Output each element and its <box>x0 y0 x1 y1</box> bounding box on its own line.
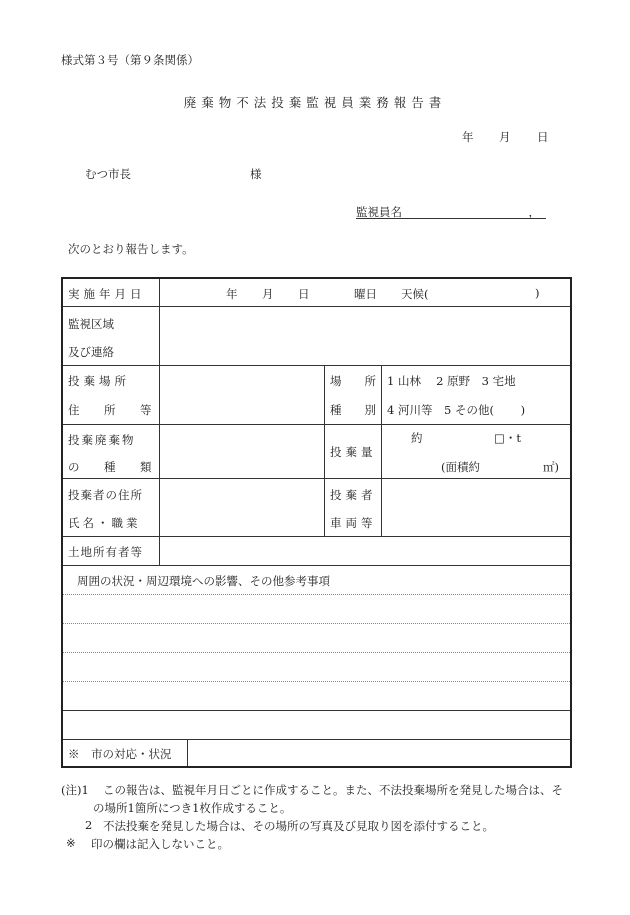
addressee-honorific: 様 <box>250 167 262 181</box>
document-title: 廃棄物不法投棄監視員業務報告書 <box>183 95 447 110</box>
city-response-label: ※ 市の対応・状況 <box>68 747 172 761</box>
monitor-name-line[interactable] <box>356 204 546 219</box>
weather-close: ) <box>535 286 540 300</box>
note-3-text: 印の欄は記入しないこと。 <box>91 837 229 851</box>
intro-text: 次のとおり報告します。 <box>68 242 194 256</box>
notes-label: 周囲の状況・周辺環境への影響、その他参考事項 <box>77 574 330 588</box>
amount-label: 投棄量 <box>330 445 377 459</box>
addressee-name: むつ市長 <box>85 167 131 181</box>
area-label-2: 及び連絡 <box>68 345 114 359</box>
table-date-year: 年 <box>226 287 238 301</box>
note-2-text: 不法投棄を発見した場合は、その場所の写真及び見取り図を添付すること。 <box>103 819 494 833</box>
table-date-month: 月 <box>262 287 274 301</box>
vehicle-label-1: 投棄者 <box>330 488 377 502</box>
date-day: 日 <box>537 130 549 144</box>
monitor-mark: ， <box>528 205 540 219</box>
owner-label: 土地所有者等 <box>68 545 143 559</box>
form-number: 様式第３号（第９条関係） <box>61 53 199 67</box>
area-unit: ㎡) <box>543 460 559 474</box>
weekday-label: 曜日 <box>354 287 377 301</box>
weather-label: 天候( <box>401 287 429 301</box>
monitor-label: 監視員名 <box>356 205 402 219</box>
amount-approx: 約 <box>411 431 423 445</box>
type-options-1: 1 山林 2 原野 3 宅地 <box>387 374 516 388</box>
note-1-line-1: この報告は、監視年月日ごとに作成すること。また、不法投棄場所を発見した場合は、そ <box>103 783 563 797</box>
waste-label-1: 投棄廃棄物 <box>68 433 136 447</box>
area-label-1: 監視区域 <box>68 317 114 331</box>
note-2-prefix: 2 <box>85 818 93 832</box>
dumper-label-1: 投棄者の住所 <box>68 488 143 502</box>
place-label-1: 投棄場所 <box>68 374 130 388</box>
date-label: 実施年月日 <box>68 287 146 301</box>
report-form: 実施年月日 年 月 日 曜日 天候( ) 監視区域 及び連絡 投棄場所 住 所 等 場 所 種 別 1 山林 2 原野 3 宅地 4 河川等 5 その他( ) 投棄廃棄物 の 種 類 投棄量 約 □・t (面積約 ㎡) 投棄者の住所 氏名・職業 投棄者 車両等 土地所有者等 周囲の状況・周辺環境への影響、その他参考事項 ※ 市の対応・状況 <box>61 277 572 768</box>
note-3-prefix: ※ <box>66 836 76 850</box>
table-date-day: 日 <box>298 287 310 301</box>
type-options-2: 4 河川等 5 その他( ) <box>387 403 526 417</box>
date-year: 年 <box>462 130 474 144</box>
vehicle-label-2: 車両等 <box>330 516 377 530</box>
note-1-prefix: (注)1 <box>61 783 89 797</box>
area-approx: (面積約 <box>441 460 480 474</box>
amount-unit: □・t <box>494 431 521 445</box>
date-month: 月 <box>499 130 511 144</box>
note-1-line-2: の場所1箇所につき1枚作成すること。 <box>93 801 292 815</box>
dumper-label-2: 氏名・職業 <box>68 516 141 530</box>
